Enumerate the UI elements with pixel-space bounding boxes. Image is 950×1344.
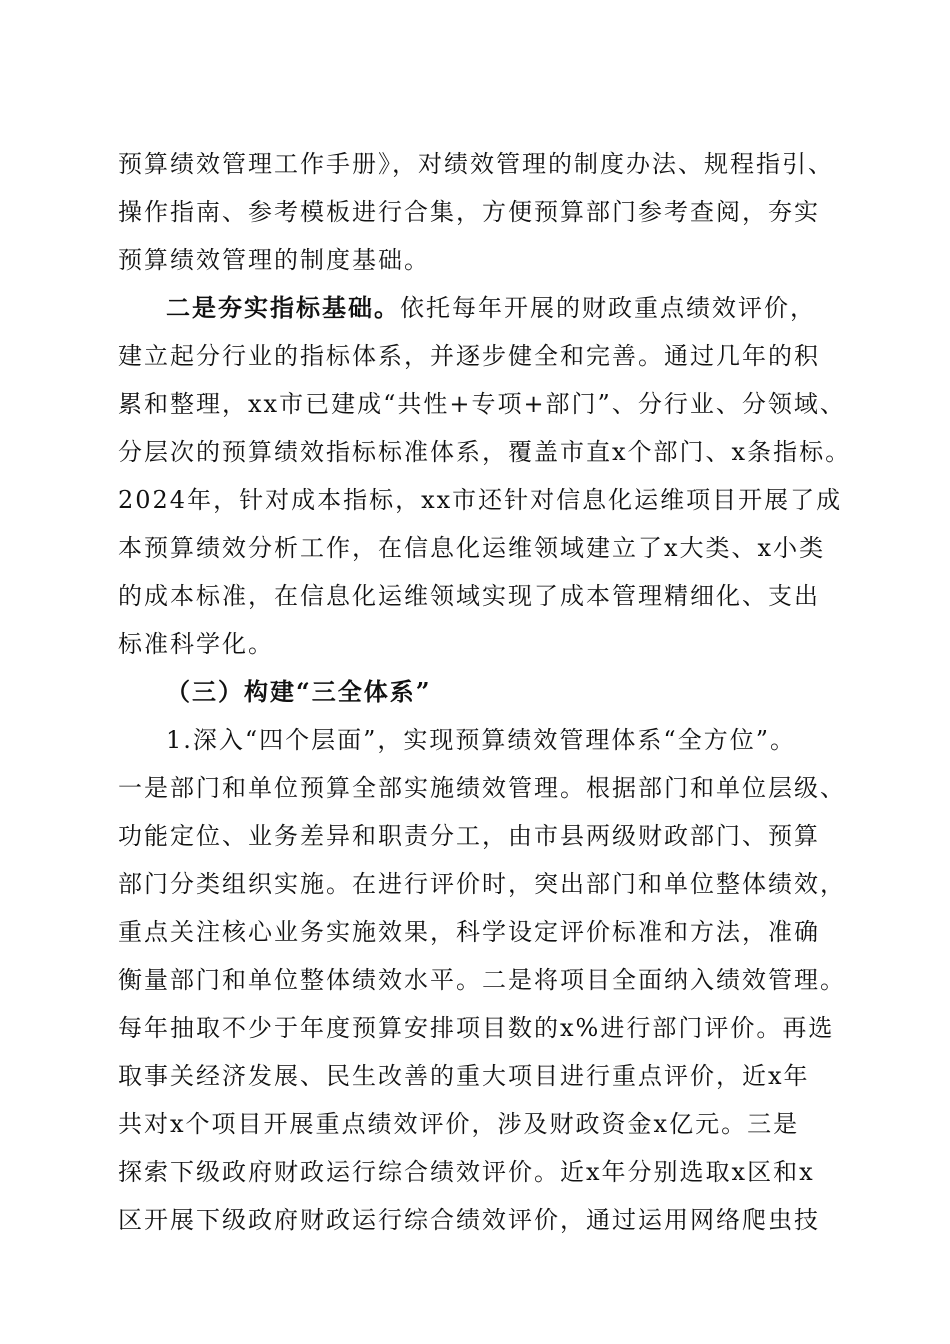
paragraph-line: 分层次的预算绩效指标标准体系，覆盖市直x个部门、x条指标。 [118, 438, 852, 466]
paragraph-line: 功能定位、业务差异和职责分工，由市县两级财政部门、预算 [118, 822, 820, 850]
paragraph-line: 区开展下级政府财政运行综合绩效评价，通过运用网络爬虫技 [118, 1206, 820, 1234]
paragraph-line: 累和整理，xx市已建成“共性+专项+部门”、分行业、分领域、 [118, 390, 846, 418]
paragraph-text: 依托每年开展的财政重点绩效评价， [400, 294, 816, 322]
paragraph-line: 本预算绩效分析工作，在信息化运维领域建立了x大类、x小类 [118, 534, 826, 562]
paragraph-line: 1.深入“四个层面”，实现预算绩效管理体系“全方位”。 [166, 726, 796, 754]
paragraph-line: 重点关注核心业务实施效果，科学设定评价标准和方法，准确 [118, 918, 820, 946]
paragraph-line: 预算绩效管理的制度基础。 [118, 246, 430, 274]
paragraph-line: 部门分类组织实施。在进行评价时，突出部门和单位整体绩效， [118, 870, 846, 898]
paragraph-line: 预算绩效管理工作手册》，对绩效管理的制度办法、规程指引、 [118, 150, 834, 178]
paragraph-line: 探索下级政府财政运行综合绩效评价。近x年分别选取x区和x [118, 1158, 815, 1186]
paragraph-lead: 二是夯实指标基础。 [166, 293, 400, 322]
paragraph-line: 每年抽取不少于年度预算安排项目数的x%进行部门评价。再选 [118, 1014, 835, 1042]
paragraph-line: 取事关经济发展、民生改善的重大项目进行重点评价，近x年 [118, 1062, 810, 1090]
paragraph-line: 衡量部门和单位整体绩效水平。二是将项目全面纳入绩效管理。 [118, 966, 846, 994]
paragraph-line: 2024年，针对成本指标，xx市还针对信息化运维项目开展了成 [118, 486, 843, 514]
section-heading: （三）构建“三全体系” [166, 677, 432, 706]
paragraph-line [166, 291, 858, 325]
paragraph-line: 一是部门和单位预算全部实施绩效管理。根据部门和单位层级、 [118, 774, 846, 802]
paragraph-line: 共对x个项目开展重点绩效评价，涉及财政资金x亿元。三是 [118, 1110, 800, 1138]
paragraph-line: 操作指南、参考模板进行合集，方便预算部门参考查阅，夯实 [118, 198, 820, 226]
paragraph-line: 标准科学化。 [118, 630, 274, 658]
paragraph-line: 的成本标准，在信息化运维领域实现了成本管理精细化、支出 [118, 582, 820, 610]
paragraph-line: 建立起分行业的指标体系，并逐步健全和完善。通过几年的积 [118, 342, 820, 370]
